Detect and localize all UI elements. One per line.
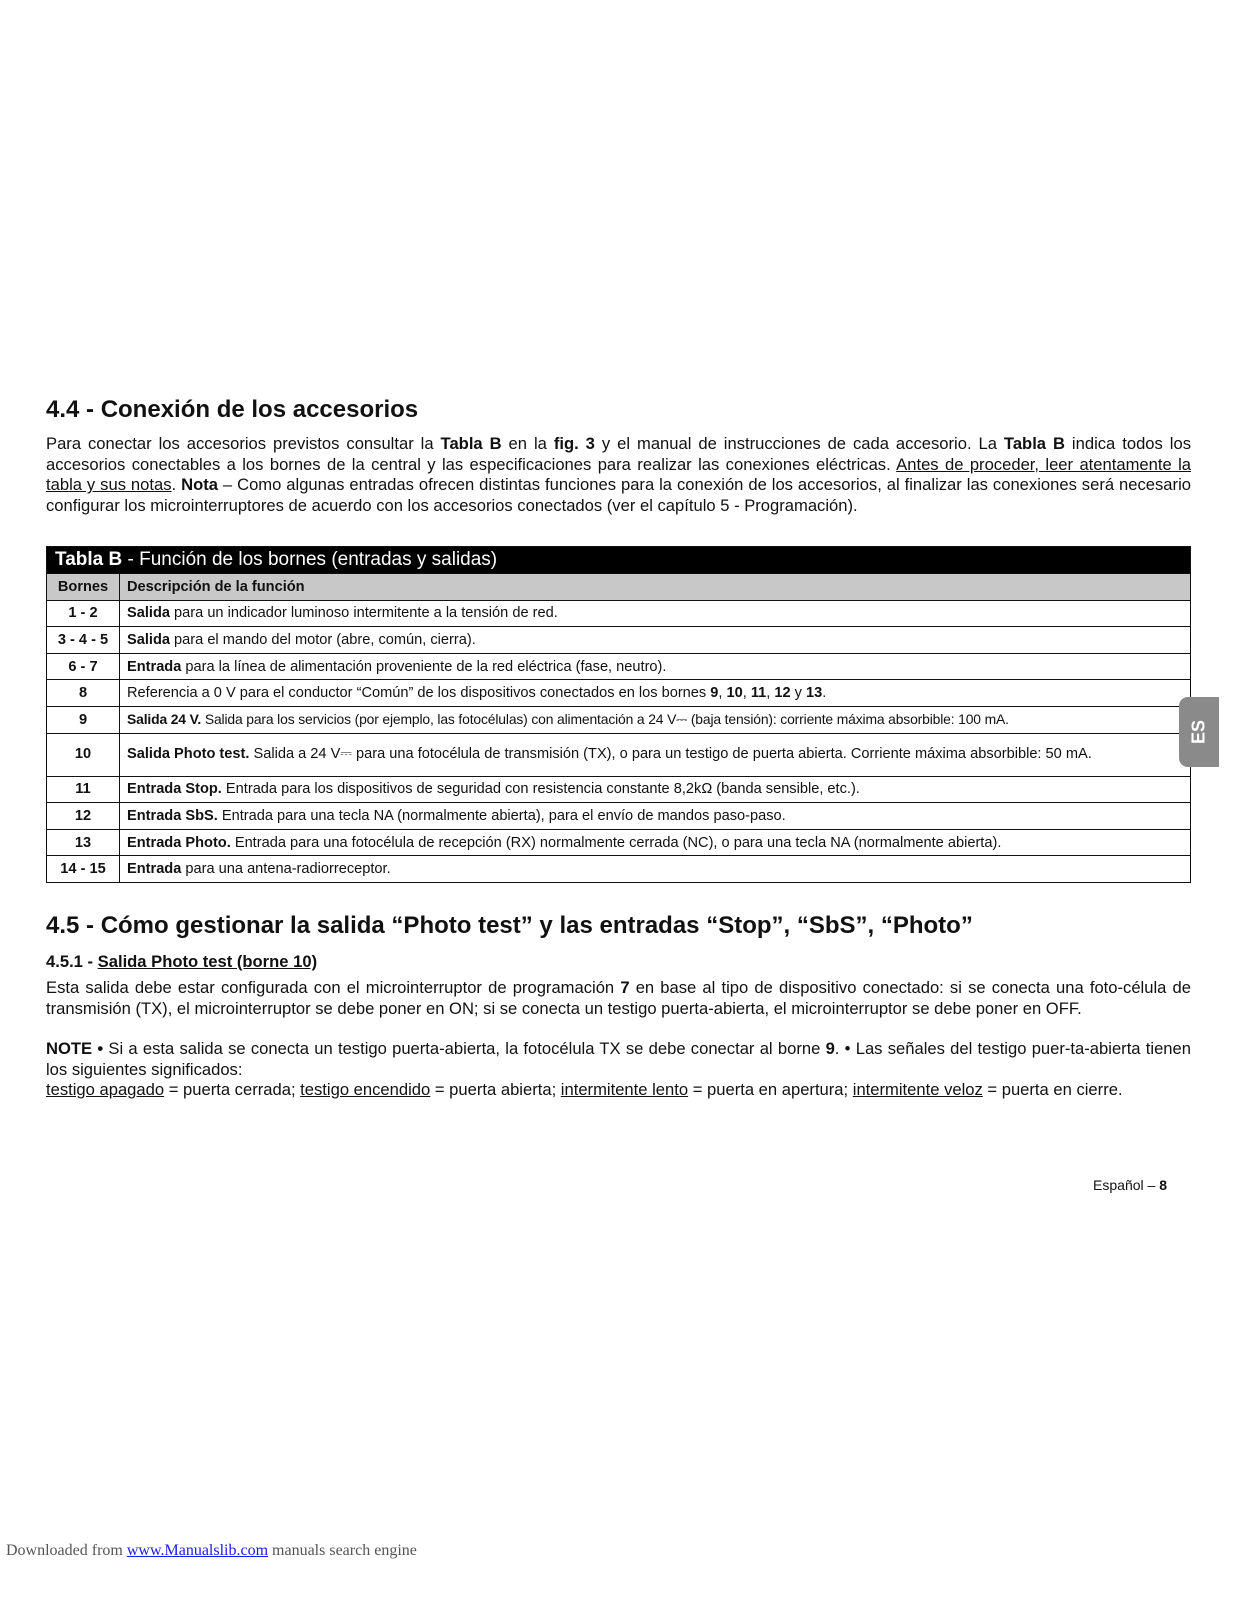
section-4-4-paragraph: Para conectar los accesorios previstos consultar la Tabla B en la fig. 3 y el manual de instrucciones de cada accesorio. La Tabla B indica todos los accesorios conectables a los bornes de la central y las especificaciones para realizar las conexiones eléctricas. Antes de proceder, leer atentamente la tabla y sus notas. Nota – Como algunas entradas ofrecen distintas funciones para la conexión de los accesorios, al finalizar las conexiones será necesario configurar los microinterruptores de acuerdo con los accesorios conectados (ver el capítulo 5 - Programación). <box>46 434 1191 515</box>
table-row: 10 Salida Photo test. Salida a 24 V⎓ para una fotocélula de transmisión (TX), o para un testigo de puerta abierta. Corriente máxima absorbible: 50 mA. <box>47 733 1191 776</box>
table-row: 11 Entrada Stop. Entrada para los dispositivos de seguridad con resistencia constante 8,2kΩ (banda sensible, etc.). <box>47 776 1191 803</box>
table-row: 13 Entrada Photo. Entrada para una fotocélula de recepción (RX) normalmente cerrada (NC), o para una tecla NA (normalmente abierta). <box>47 829 1191 856</box>
section-4-5-1-note: NOTE • Si a esta salida se conecta un testigo puerta-abierta, la fotocélula TX se debe conectar al borne 9. • Las señales del testigo puer-ta-abierta tienen los siguientes significados: testigo apagado = puerta cerrada; testigo encendido = puerta abierta; intermitente lento = puerta en apertura; intermitente veloz = puerta en cierre. <box>46 1039 1191 1100</box>
table-row: 1 - 2 Salida para un indicador luminoso intermitente a la tensión de red. <box>47 600 1191 627</box>
section-4-5-1-paragraph: Esta salida debe estar configurada con el microinterruptor de programación 7 en base al tipo de dispositivo conectado: si se conecta una foto-célula de transmisión (TX), el microinterruptor se debe poner en ON; si se conecta un testigo puerta-abierta, el microinterruptor se debe poner en OFF. <box>46 978 1191 1018</box>
table-row: 12 Entrada SbS. Entrada para una tecla NA (normalmente abierta), para el envío de mandos paso-paso. <box>47 803 1191 830</box>
table-title: Tabla B - Función de los bornes (entradas y salidas) <box>47 547 1191 574</box>
subsection-4-5-1-title: 4.5.1 - Salida Photo test (borne 10) <box>46 952 318 971</box>
page-footer: Español – 8 <box>1093 1177 1167 1193</box>
table-row: 14 - 15 Entrada para una antena-radiorreceptor. <box>47 856 1191 883</box>
table-row: 9 Salida 24 V. Salida para los servicios (por ejemplo, las fotocélulas) con alimentación a 24 V⎓ (baja tensión): corriente máxima absorbible: 100 mA. <box>47 706 1191 733</box>
column-header-descripcion: Descripción de la función <box>120 574 1191 601</box>
table-b <box>46 546 1191 883</box>
section-4-5-title: 4.5 - Cómo gestionar la salida “Photo test” y las entradas “Stop”, “SbS”, “Photo” <box>46 912 973 939</box>
table-row: 6 - 7 Entrada para la línea de alimentación proveniente de la red eléctrica (fase, neutro). <box>47 653 1191 680</box>
table-row: 8 Referencia a 0 V para el conductor “Común” de los dispositivos conectados en los bornes 9, 10, 11, 12 y 13. <box>47 680 1191 707</box>
language-tab: ES <box>1179 697 1219 767</box>
manualslib-link[interactable]: www.Manualslib.com <box>126 1542 269 1559</box>
download-footer: Downloaded from www.Manualslib.com manuals search engine <box>6 1542 417 1559</box>
table-row: 3 - 4 - 5 Salida para el mando del motor (abre, común, cierra). <box>47 627 1191 654</box>
section-4-4-title: 4.4 - Conexión de los accesorios <box>46 396 419 423</box>
column-header-bornes: Bornes <box>47 574 120 601</box>
